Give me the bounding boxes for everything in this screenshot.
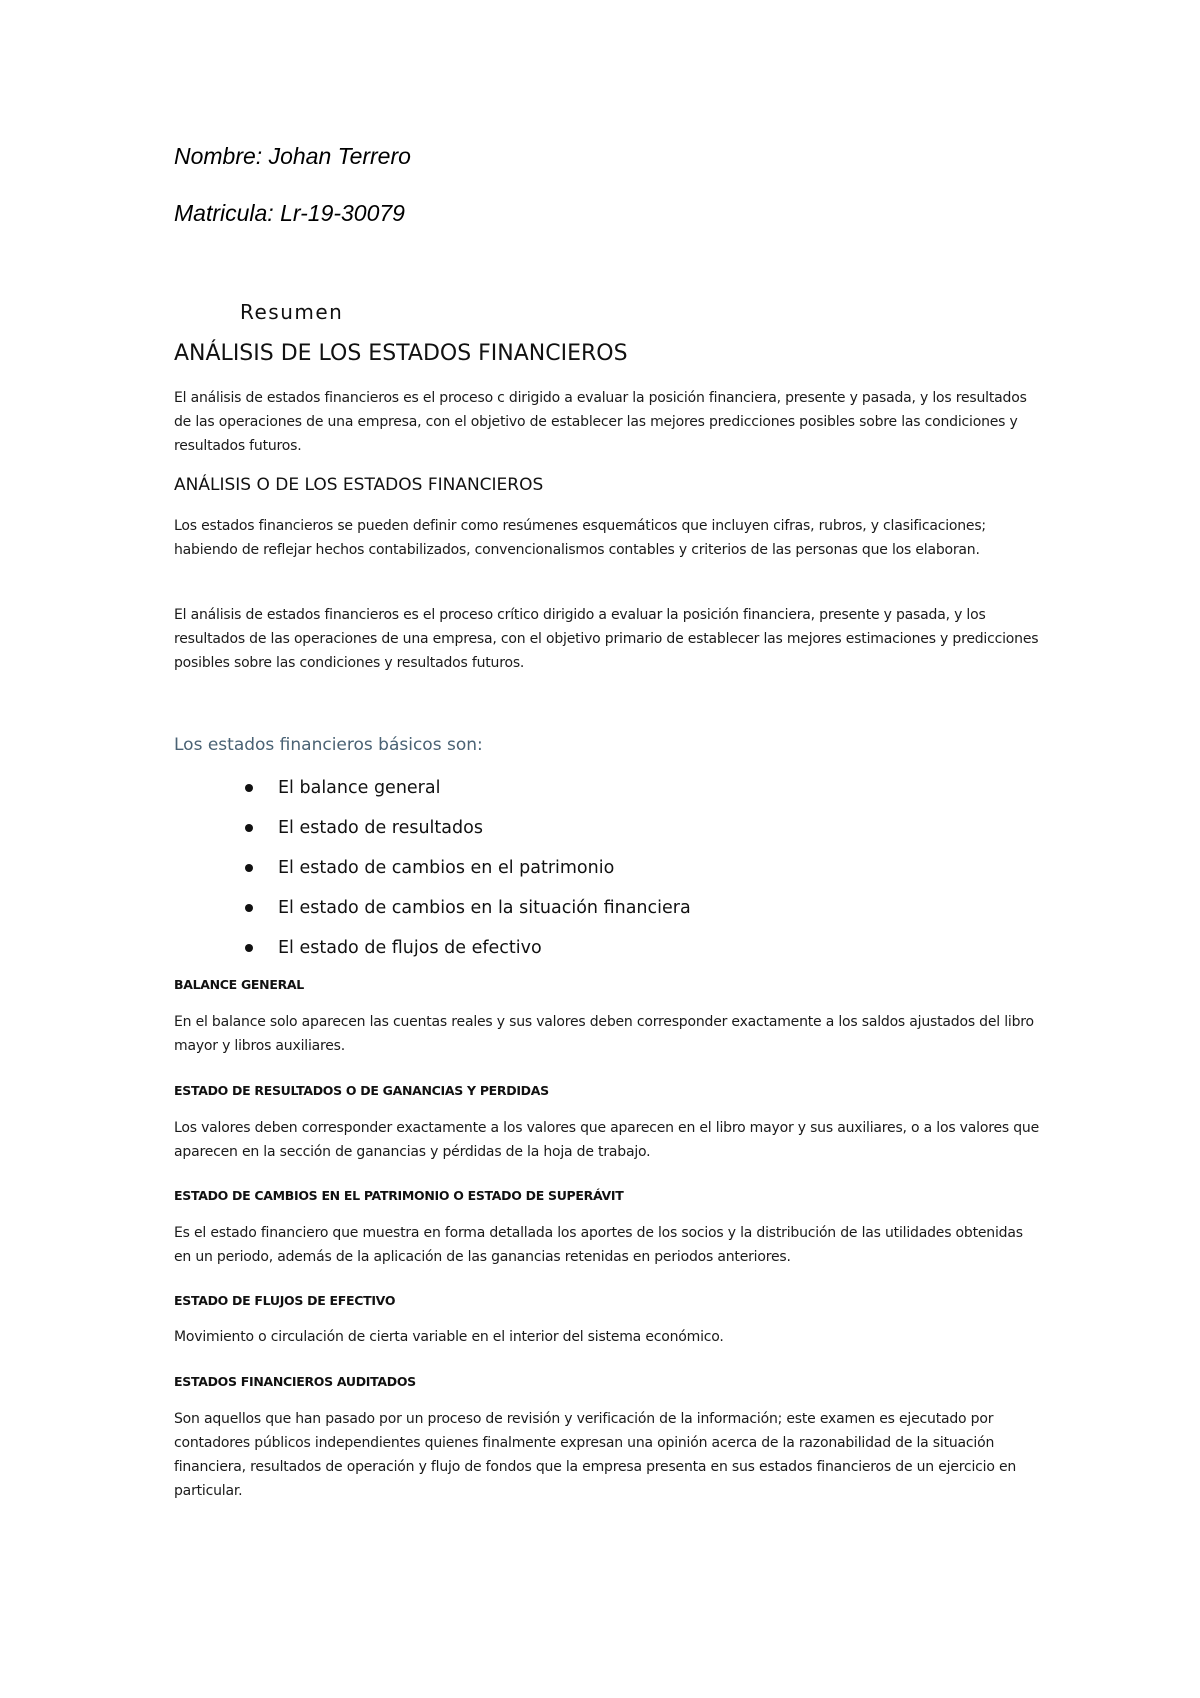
- list-item-label: El estado de cambios en la situación financiera: [278, 898, 691, 918]
- section-title-flujos-efectivo: ESTADO DE FLUJOS DE EFECTIVO: [174, 1293, 396, 1308]
- list-item: [174, 808, 691, 848]
- section-title-estado-resultados: ESTADO DE RESULTADOS O DE GANANCIAS Y PERDIDAS: [174, 1083, 549, 1098]
- student-name: Nombre: Johan Terrero: [174, 143, 411, 169]
- list-item: [174, 768, 691, 808]
- list-item-label: El estado de resultados: [278, 818, 483, 838]
- list-item: [174, 848, 691, 888]
- sub-heading: ANÁLISIS O DE LOS ESTADOS FINANCIEROS: [174, 475, 544, 495]
- section-body-cambios-patrimonio: Es el estado financiero que muestra en forma detallada los aportes de los socios y la distribución de las utilidades obtenidas en un periodo, además de la aplicación de las ganancias retenidas en periodos anteriores.: [174, 1225, 1023, 1265]
- intro-paragraph: El análisis de estados financieros es el proceso c dirigido a evaluar la posición financiera, presente y pasada, y los resultados de las operaciones de una empresa, con el objetivo de establecer las mejores predicciones posibles sobre las condiciones y resultados futuros.: [174, 390, 1027, 454]
- bullet-icon: [245, 944, 253, 952]
- section-body-estado-resultados: Los valores deben corresponder exactamente a los valores que aparecen en el libro mayor y sus auxiliares, o a los valores que aparecen en la sección de ganancias y pérdidas de la hoja de trabajo.: [174, 1120, 1039, 1160]
- list-item-label: El estado de flujos de efectivo: [278, 938, 542, 958]
- list-item: [174, 928, 691, 968]
- section-body-balance-general: En el balance solo aparecen las cuentas reales y sus valores deben corresponder exactamente a los saldos ajustados del libro mayor y libros auxiliares.: [174, 1014, 1034, 1054]
- bullet-icon: [245, 824, 253, 832]
- section-title-cambios-patrimonio: ESTADO DE CAMBIOS EN EL PATRIMONIO O ESTADO DE SUPERÁVIT: [174, 1188, 624, 1203]
- definition-paragraph: Los estados financieros se pueden definir como resúmenes esquemáticos que incluyen cifras, rubros, y clasificaciones; habiendo de reflejar hechos contabilizados, convencionalismos contables y criterios de las personas que los elaboran.: [174, 518, 986, 558]
- list-item-label: El estado de cambios en el patrimonio: [278, 858, 615, 878]
- list-item: [174, 888, 691, 928]
- section-title-auditados: ESTADOS FINANCIEROS AUDITADOS: [174, 1374, 416, 1389]
- basic-statements-heading: Los estados financieros básicos son:: [174, 735, 483, 755]
- section-title-balance-general: BALANCE GENERAL: [174, 977, 304, 992]
- bullet-icon: [245, 864, 253, 872]
- basic-statements-list: [174, 768, 691, 968]
- student-id: Matricula: Lr-19-30079: [174, 200, 405, 226]
- section-body-auditados: Son aquellos que han pasado por un proceso de revisión y verificación de la información; este examen es ejecutado por contadores públicos independientes quienes finalmente expresan una opinión acerca de la razonabilidad de la situación financiera, resultados de operación y flujo de fondos que la empresa presenta en sus estados financieros de un ejercicio en particular.: [174, 1411, 1017, 1499]
- main-heading: ANÁLISIS DE LOS ESTADOS FINANCIEROS: [174, 341, 628, 366]
- bullet-icon: [245, 784, 253, 792]
- analysis-paragraph: El análisis de estados financieros es el proceso crítico dirigido a evaluar la posición financiera, presente y pasada, y los resultados de las operaciones de una empresa, con el objetivo primario de establecer las mejores estimaciones y predicciones posibles sobre las condiciones y resultados futuros.: [174, 607, 1039, 671]
- summary-label: Resumen: [240, 300, 344, 324]
- bullet-icon: [245, 904, 253, 912]
- section-body-flujos-efectivo: Movimiento o circulación de cierta variable en el interior del sistema económico.: [174, 1329, 724, 1345]
- list-item-label: El balance general: [278, 778, 441, 798]
